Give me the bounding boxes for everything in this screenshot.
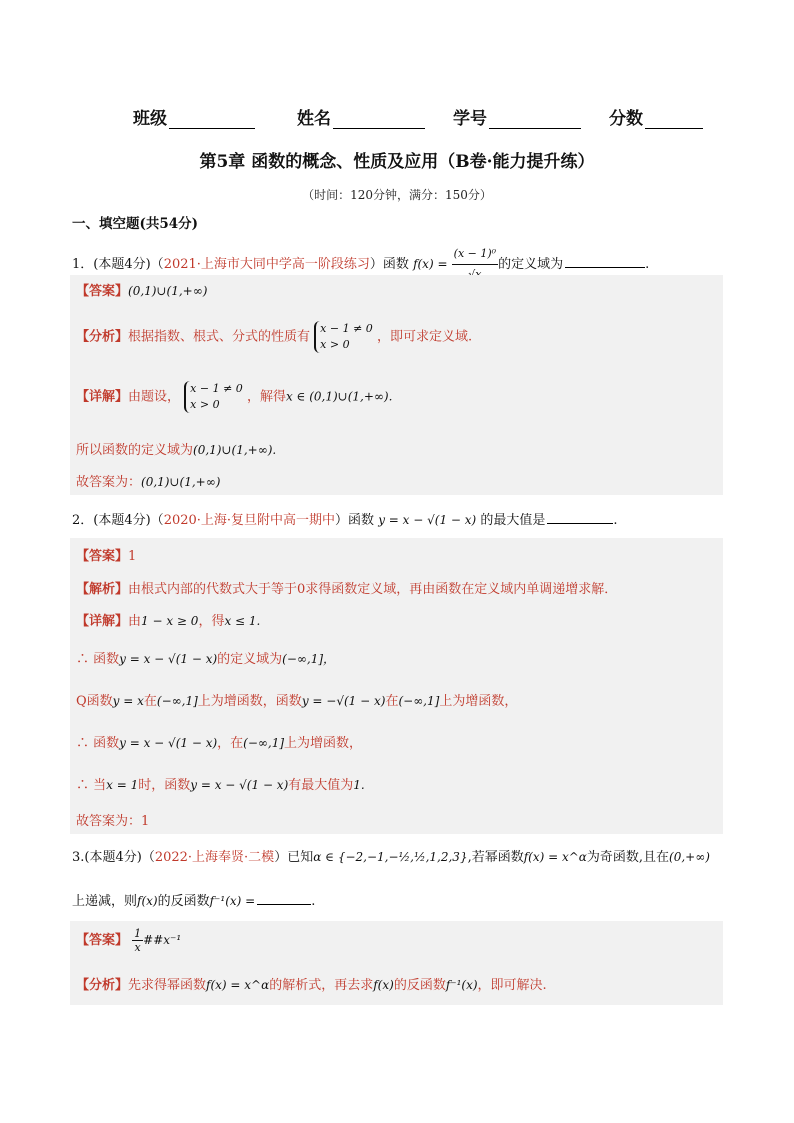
q1-line5: [76, 471, 220, 490]
q1-detail-tag: 【详解】: [76, 389, 129, 405]
q1-analysis-post: ，即可求定义域.: [376, 329, 473, 345]
class-blank[interactable]: [169, 110, 255, 129]
score-label: 分数: [609, 109, 643, 129]
q3-analysis-tag: 【分析】: [76, 978, 129, 993]
q2-l2-math2: (−∞,1]，: [282, 652, 336, 666]
q3-analysis-math2: f(x): [373, 978, 394, 992]
class-label: 班级: [133, 109, 167, 129]
q1-detail-cond1: x − 1 ≠ 0: [190, 382, 243, 395]
q3-analysis-mid: 的解析式，再去求: [269, 978, 374, 993]
q2-l5-val: 1.: [353, 778, 365, 792]
q2-l4-mid: ，在: [217, 736, 244, 751]
q2-l3-c: 在: [385, 694, 399, 709]
q3-answer-blank[interactable]: [257, 890, 311, 905]
q2-l4-pre: ∴ 函数: [76, 736, 120, 751]
q2-answer: 1: [128, 549, 137, 564]
q2-l5-mid: 时，函数: [138, 778, 191, 793]
question-2: [72, 509, 618, 531]
q3-answer-frac-den: x: [134, 941, 141, 954]
q2-l3-math2: (−∞,1]: [156, 694, 198, 708]
q2-line4: [76, 732, 362, 751]
q3-solution-box: [70, 921, 723, 1005]
q2-answer-tag: 【答案】: [76, 549, 129, 564]
q2-analysis-row: [76, 578, 617, 597]
q3-answer-frac-num: 1: [134, 927, 142, 940]
q2-l2-pre: ∴ 函数: [76, 652, 120, 667]
q2-l3-d: 上为增函数，: [439, 694, 518, 709]
q1-line4-math: (0,1)∪(1,+∞).: [193, 443, 277, 457]
q3-analysis-mid2: 的反函数: [393, 978, 446, 993]
q2-l2-math: y = x − √(1 − x): [119, 652, 218, 666]
q3-analysis-end: ，即可解决.: [477, 978, 547, 993]
student-info-row: [133, 104, 733, 129]
q2-l5-end: 有最大值为: [288, 778, 354, 793]
q1-analysis-row: [76, 321, 472, 353]
q3-line2-math: f(x): [137, 894, 158, 908]
q1-detail-row: [76, 381, 392, 413]
q2-l5-pre: ∴ 当: [76, 778, 107, 793]
q1-solution-box: [70, 275, 723, 495]
q1-mid: ）函数: [369, 257, 409, 272]
q2-l3-b: 上为增函数，函数: [197, 694, 302, 709]
q2-detail-math2: x ≤ 1.: [224, 614, 261, 628]
q3-line2-math2: f⁻¹(x) =: [209, 894, 256, 908]
question-3-line2: [72, 890, 315, 912]
q1-analysis-cond2: x > 0: [320, 338, 350, 351]
q1-frac-num: (x − 1)⁰: [452, 244, 498, 265]
q3-source: 2022·上海奉贤·二模: [154, 850, 275, 865]
q1-line5-text: 故答案为：: [76, 475, 142, 490]
q3-prefix: 3.(本题4分)（: [72, 850, 155, 865]
q1-answer: (0,1)∪(1,+∞): [128, 284, 208, 298]
q1-answer-blank[interactable]: [565, 253, 645, 268]
q2-l5-math2: y = x − √(1 − x): [190, 778, 289, 792]
q2-l3-math4: (−∞,1]: [398, 694, 440, 708]
q3-function: f(x) = x^α: [523, 850, 587, 864]
q2-l3-pre: Q函数: [76, 694, 113, 709]
q1-detail-system: [184, 381, 243, 413]
q3-end: .: [311, 894, 316, 909]
q1-prefix: 1．(本题4分)（: [72, 257, 164, 272]
q1-detail-pre: 由题设，: [128, 389, 181, 405]
q3-analysis-math1: f(x) = x^α: [206, 978, 270, 992]
q1-suffix: 的定义域为: [498, 257, 564, 272]
q2-l2-mid: 的定义域为: [217, 652, 283, 667]
q3-line2-mid: 的反函数: [157, 894, 210, 909]
q2-answer-row: [76, 545, 136, 564]
q3-mid: ）已知: [274, 850, 314, 865]
q2-solution-box: [70, 538, 723, 834]
q2-l4-math: y = x − √(1 − x): [119, 736, 218, 750]
q1-detail-cond2: x > 0: [190, 398, 220, 411]
q1-detail-mid: ，解得: [246, 389, 286, 405]
q3-answer-fraction: [132, 927, 143, 954]
id-label: 学号: [453, 109, 487, 129]
q2-mid: ）函数: [335, 513, 375, 528]
q2-l3-a: 在: [143, 694, 157, 709]
q3-answer-row: [76, 927, 181, 954]
q1-line5-math: (0,1)∪(1,+∞): [141, 475, 221, 489]
q2-function: y = x − √(1 − x): [378, 513, 477, 527]
q2-l4-math2: (−∞,1]: [243, 736, 285, 750]
q2-detail-mid: ，得: [198, 614, 225, 629]
q3-answer-tag: 【答案】: [76, 933, 129, 948]
q1-function: f(x) =: [413, 257, 448, 271]
exam-time-info: （时间：120分钟，满分：150分）: [302, 188, 492, 202]
q2-detail-tag: 【详解】: [76, 614, 129, 629]
name-field: [297, 104, 425, 129]
q3-analysis-math3: f⁻¹(x): [445, 978, 478, 992]
q1-detail-math: x ∈ (0,1)∪(1,+∞).: [285, 389, 393, 404]
q1-end: .: [645, 257, 650, 272]
q1-line4-text: 所以函数的定义域为: [76, 443, 194, 458]
q2-suffix: 的最大值是: [480, 513, 546, 528]
q2-l6-text: 故答案为：: [76, 814, 142, 829]
q2-detail-pre: 由: [128, 614, 142, 629]
q2-l6-val: 1: [141, 814, 150, 829]
q1-source: 2021·上海市大同中学高一阶段练习: [163, 257, 370, 272]
q2-detail-row: [76, 610, 260, 629]
q2-l4-end: 上为增函数，: [284, 736, 363, 751]
q3-line2-pre: 上递减，则: [72, 894, 138, 909]
question-3: [72, 847, 710, 868]
id-field: [453, 104, 581, 129]
score-field: [609, 104, 703, 129]
q3-answer-rest: ##x⁻¹: [143, 933, 182, 947]
q3-set: α ∈ {−2,−1,−½,½,1,2,3}: [313, 850, 468, 864]
q3-analysis-pre: 先求得幂函数: [128, 978, 207, 993]
chapter-title: 第5章 函数的概念、性质及应用（B卷·能力提升练）: [199, 152, 595, 172]
q1-line4: [76, 439, 276, 458]
q2-line2: [76, 648, 335, 667]
name-blank[interactable]: [333, 110, 425, 129]
q2-analysis-tag: 【解析】: [76, 582, 129, 597]
q1-analysis-system: [314, 321, 373, 353]
q2-line6: [76, 810, 149, 829]
q3-interval: (0,+∞): [669, 850, 710, 864]
q2-prefix: 2．(本题4分)（: [72, 513, 164, 528]
q1-answer-tag: 【答案】: [76, 284, 129, 299]
q3-mid3: 为奇函数,且在: [586, 850, 670, 865]
q2-detail-math1: 1 − x ≥ 0: [141, 614, 199, 628]
q2-line5: [76, 774, 365, 793]
q2-analysis: 由根式内部的代数式大于等于0求得函数定义域，再由函数在定义域内单调递增求解．: [128, 582, 618, 597]
q1-analysis-cond1: x − 1 ≠ 0: [320, 322, 373, 335]
class-field: [133, 104, 255, 129]
q2-l3-math1: y = x: [112, 694, 144, 708]
id-blank[interactable]: [489, 110, 581, 129]
q2-l5-math: x = 1: [106, 778, 139, 792]
q1-answer-row: [76, 280, 207, 299]
score-blank[interactable]: [645, 110, 703, 129]
q2-end: .: [613, 513, 618, 528]
q2-l3-math3: y = −√(1 − x): [301, 694, 386, 708]
q3-mid2: ,若幂函数: [467, 850, 524, 865]
q2-source: 2020·上海·复旦附中高一期中: [163, 513, 336, 528]
q1-analysis-pre: 根据指数、根式、分式的性质有: [128, 329, 311, 345]
q2-line3: [76, 690, 517, 709]
section-heading: 一、填空题(共54分): [72, 216, 199, 232]
q1-analysis-tag: 【分析】: [76, 329, 129, 345]
q3-analysis-row: [76, 974, 547, 993]
name-label: 姓名: [297, 109, 331, 129]
q2-answer-blank[interactable]: [547, 509, 613, 524]
